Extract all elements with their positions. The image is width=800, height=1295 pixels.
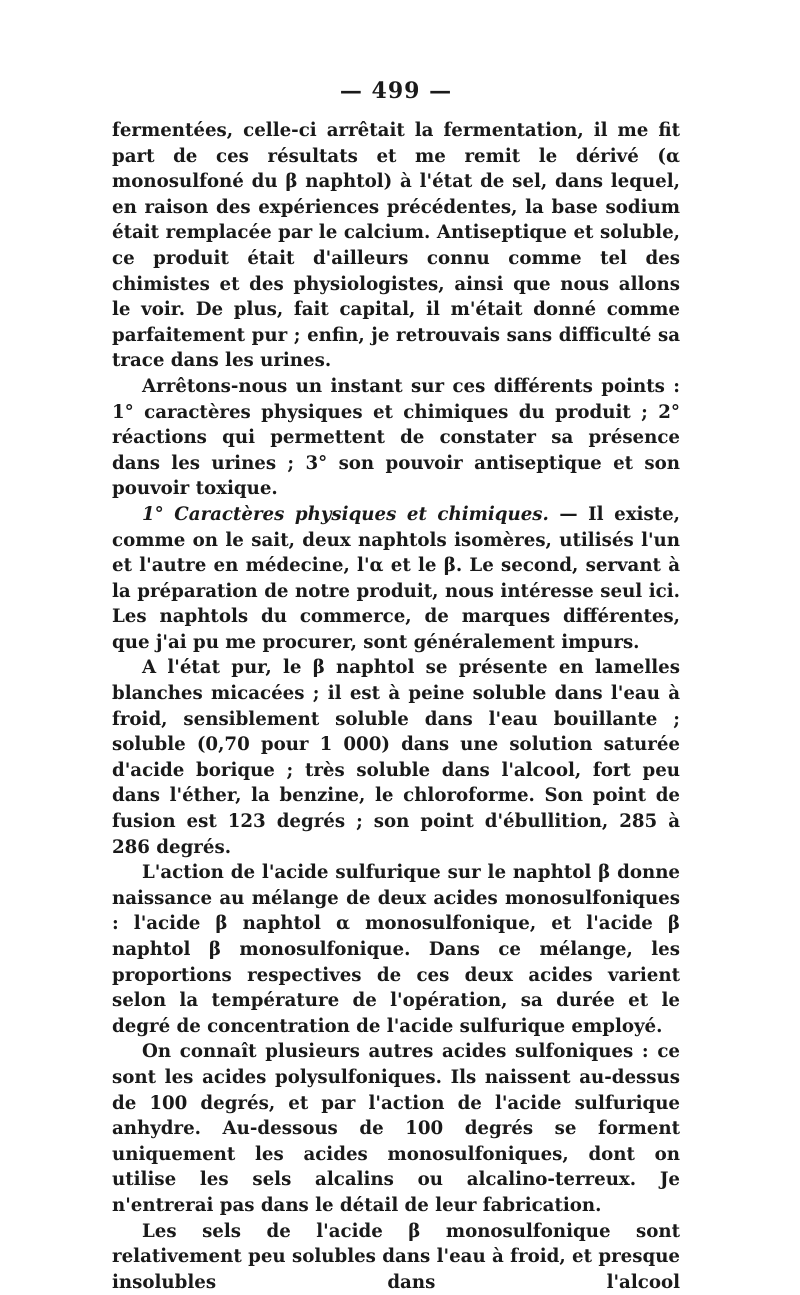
paragraph-3-text: — Il existe, comme on le sait, deux naphtols isomères, utilisés l'un et l'autre en médecine, l'α et le β. Le second, servant à la préparation de notre produit, nous intéresse seul ici. Les naphtols du commerce, de marques différentes, que j'ai pu me procurer, sont généralement impurs. xyxy=(112,503,680,653)
paragraph-5: L'action de l'acide sulfurique sur le naphtol β donne naissance au mélange de deux acides monosulfoniques : l'acide β naphtol α monosulfonique, et l'acide β naphtol β monosulfonique. Dans ce mélange, les proportions respectives de ces deux acides varient selon la température de l'opération, sa durée et le degré de concentration de l'acide sulfurique employé. xyxy=(112,862,680,1037)
paragraph-3 xyxy=(112,502,680,656)
paragraph-7: Les sels de l'acide β monosulfonique sont relativement peu solubles dans l'eau à froid, et presque insolubles dans l'alcool xyxy=(112,1220,680,1293)
paragraph-1: fermentées, celle-ci arrêtait la fermentation, il me fit part de ces résultats et me remit le dérivé (α monosulfoné du β naphtol) à l'état de sel, dans lequel, en raison des expériences précédentes, la base sodium était remplacée par le calcium. Antiseptique et soluble, ce produit était d'ailleurs connu comme tel des chimistes et des physiologistes, ainsi que nous allons le voir. De plus, fait capital, il m'était donné comme parfaitement pur ; enfin, je retrouvais sans difficulté sa trace dans les urines. xyxy=(112,120,680,372)
page-body xyxy=(112,118,680,1295)
page-number: — 499 — xyxy=(339,78,453,104)
book-page xyxy=(112,78,680,1295)
paragraph-6: On connaît plusieurs autres acides sulfoniques : ce sont les acides polysulfoniques. Ils naissent au-dessus de 100 degrés, et par l'action de l'acide sulfurique anhydre. Au-dessous de 100 degrés se forment uniquement les acides monosulfoniques, dont on utilise les sels alcalins ou alcalino-terreux. Je n'entrerai pas dans le détail de leur fabrication. xyxy=(112,1041,680,1216)
paragraph-2: Arrêtons-nous un instant sur ces différents points : 1° caractères physiques et chimiques du produit ; 2° réactions qui permettent de constater sa présence dans les urines ; 3° son pouvoir antiseptique et son pouvoir toxique. xyxy=(112,375,680,500)
section-heading: 1° Caractères physiques et chimiques. xyxy=(142,503,549,525)
paragraph-4: A l'état pur, le β naphtol se présente en lamelles blanches micacées ; il est à peine soluble dans l'eau à froid, sensiblement soluble dans l'eau bouillante ; soluble (0,70 pour 1 000) dans une solution saturée d'acide borique ; très soluble dans l'alcool, fort peu dans l'éther, la benzine, le chloroforme. Son point de fusion est 123 degrés ; son point d'ébullition, 285 à 286 degrés. xyxy=(112,657,680,858)
